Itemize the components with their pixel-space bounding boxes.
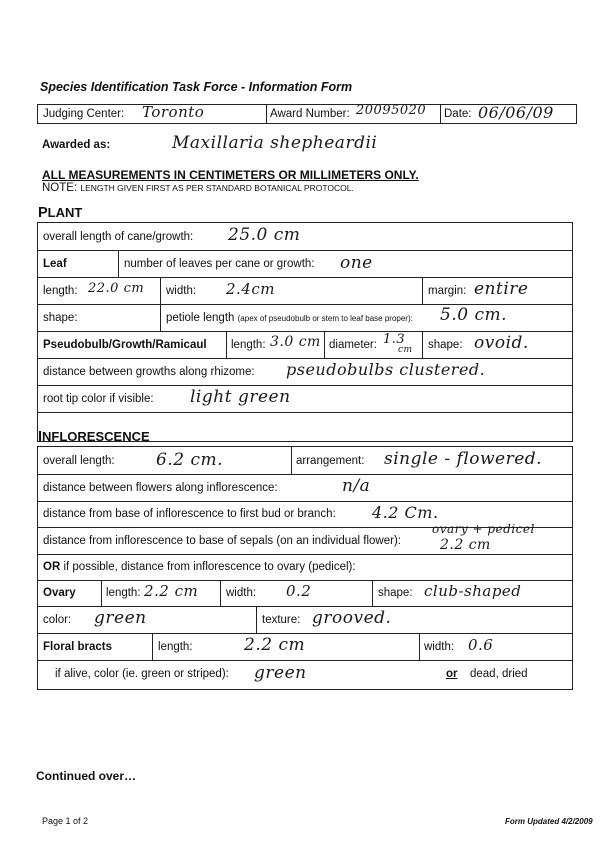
divider [160,304,161,331]
between-flowers-label: distance between flowers along inflorescence: [43,482,278,494]
bracts-width-label: width: [424,641,455,653]
to-sepals-label: distance from inflorescence to base of sepals (on an individual flower): [43,535,401,547]
plant-heading [38,205,82,221]
awarded-as-value[interactable]: Maxillaria shepheardii [172,133,378,153]
row-line [37,331,573,332]
row-line [37,358,573,359]
cane-length-label: overall length of cane/growth: [43,231,194,243]
petiole-label: petiole length [166,312,235,324]
divider [422,277,423,304]
divider [160,277,161,304]
divider [266,104,267,124]
texture-label: texture: [262,614,301,626]
leaf-width-value[interactable]: 2.4cm [226,280,275,298]
pedicel-line [43,561,356,573]
divider [440,104,441,124]
rhizome-label: distance between growths along rhizome: [43,366,255,378]
divider [226,331,227,358]
leaf-label: Leaf [43,258,67,270]
row-line [37,277,573,278]
or-label: or [446,668,458,680]
leaf-width-label: width: [166,285,197,297]
divider [291,446,292,474]
cane-length-value[interactable]: 25.0 cm [228,225,301,245]
row-line [37,385,573,386]
judging-center-label: Judging Center: [43,108,125,120]
plant-heading-cap: P [38,205,48,221]
leaf-length-value[interactable]: 22.0 cm [88,281,145,296]
dead-label: dead, dried [470,668,528,680]
color-value[interactable]: green [94,608,147,628]
row-line [37,660,573,661]
root-tip-label: root tip color if visible: [43,393,154,405]
row-line [37,580,573,581]
divider [101,580,102,606]
award-number-label: Award Number: [270,108,350,120]
petiole-line [166,312,413,324]
row-line [37,474,573,475]
petiole-note: (apex of pseudobulb or stem to leaf base proper): [237,314,413,323]
between-flowers-value[interactable]: n/a [342,476,371,496]
ovary-length-value[interactable]: 2.2 cm [144,582,199,600]
color-label: color: [43,614,72,626]
to-sepals-value[interactable]: 2.2 cm [440,537,491,553]
ovary-width-value[interactable]: 0.2 [286,582,312,600]
alive-label: if alive, color (ie. green or striped): [55,668,229,680]
date-label: Date: [444,108,472,120]
first-bud-label: distance from base of inflorescence to first bud or branch: [43,508,336,520]
note-prefix: NOTE: [42,182,78,194]
note-line [42,182,354,194]
leaf-margin-value[interactable]: entire [474,279,529,299]
alive-value[interactable]: green [254,663,307,683]
divider [324,331,325,358]
rhizome-value[interactable]: pseudobulbs clustered. [286,360,486,379]
ovary-label: Ovary [43,587,76,599]
divider [220,580,221,606]
note-text: LENGTH GIVEN FIRST AS PER STANDARD BOTANICAL PROTOCOL. [80,183,354,193]
petiole-value[interactable]: 5.0 cm. [440,305,507,325]
row-line [37,633,573,634]
root-tip-value[interactable]: light green [190,387,291,407]
leaf-shape-label: shape: [43,312,78,324]
measure-note-title: ALL MEASUREMENTS IN CENTIMETERS OR MILLIMETERS ONLY. [42,168,419,182]
bracts-length-label: length: [158,641,193,653]
leaf-length-label: length: [43,285,78,297]
pb-shape-value[interactable]: ovoid. [474,333,529,353]
plant-heading-rest: LANT [47,205,83,220]
inf-length-label: overall length: [43,455,115,467]
divider [118,250,119,277]
pedicel-label: if possible, distance from inflorescence to ovary (pedicel): [63,561,356,573]
divider [419,633,420,660]
arrangement-value[interactable]: single - flowered. [384,449,543,469]
divider [152,633,153,660]
inflorescence-heading-rest: NFLORESCENCE [42,429,150,444]
pb-diameter-unit: cm [398,345,413,355]
row-line [37,412,573,413]
inflorescence-heading-cap: I [38,429,43,445]
form-updated: Form Updated 4/2/2009 [505,817,593,826]
texture-value[interactable]: grooved. [312,608,392,628]
ovary-width-label: width: [226,587,257,599]
divider [256,606,257,633]
ovary-shape-label: shape: [378,587,413,599]
judging-center-value[interactable]: Toronto [142,103,205,121]
leaves-per-cane-value[interactable]: one [340,253,373,273]
award-number-value[interactable]: 20095020 [356,103,427,118]
pb-diameter-label: diameter: [329,339,377,351]
inflorescence-heading [38,429,150,445]
pedicel-or: OR [43,561,61,573]
to-sepals-note[interactable]: ovary + pedicel [432,522,535,536]
row-line [37,501,573,502]
first-bud-value[interactable]: 4.2 Cm. [372,503,439,522]
bracts-width-value[interactable]: 0.6 [468,636,494,654]
row-line [37,554,573,555]
pb-diameter-value[interactable]: 1.3 [383,332,406,347]
pseudobulb-label: Pseudobulb/Growth/Ramicaul [43,339,207,351]
bracts-length-value[interactable]: 2.2 cm [244,635,306,655]
leaf-margin-label: margin: [428,285,467,297]
form-title: Species Identification Task Force - Information Form [40,80,353,94]
page-number: Page 1 of 2 [42,816,89,826]
bracts-label: Floral bracts [43,641,113,653]
ovary-shape-value[interactable]: club-shaped [424,582,522,600]
arrangement-label: arrangement: [296,455,365,467]
pb-length-label: length: [231,339,266,351]
pb-shape-label: shape: [428,339,463,351]
continued-over: Continued over… [36,769,137,783]
divider [372,580,373,606]
row-line [37,606,573,607]
date-value[interactable]: 06/06/09 [478,103,554,122]
divider [422,331,423,358]
ovary-length-label: length: [106,587,141,599]
inf-length-value[interactable]: 6.2 cm. [156,450,223,470]
pb-length-value[interactable]: 3.0 cm [270,334,321,350]
awarded-as-label: Awarded as: [42,139,111,151]
leaves-per-cane-label: number of leaves per cane or growth: [124,258,315,270]
